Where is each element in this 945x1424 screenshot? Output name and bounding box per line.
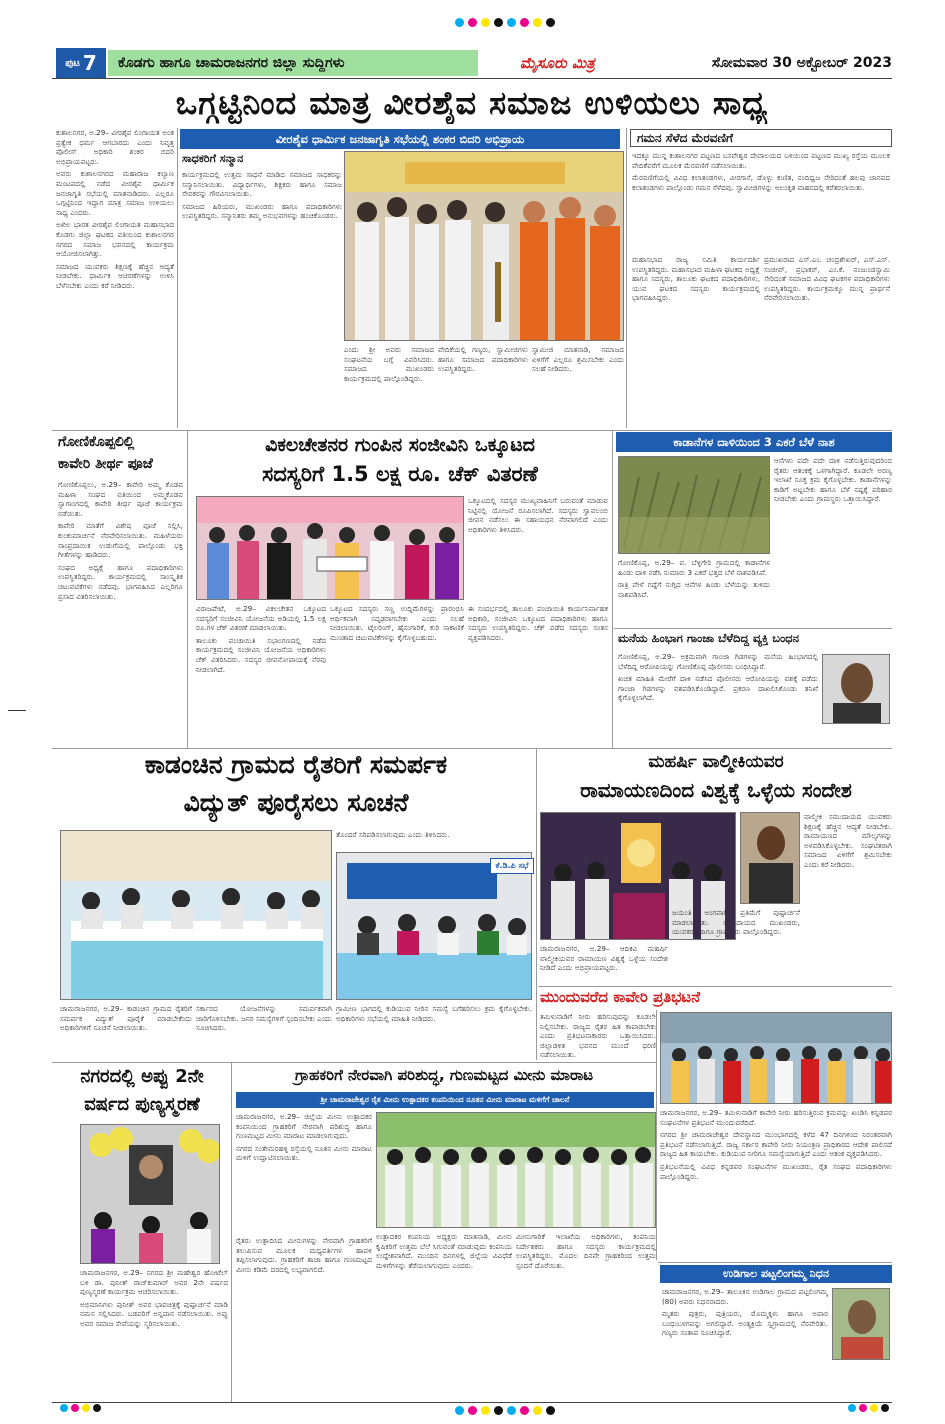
electricity-body-col2: ಸರ್ಕಾರದ ಯೋಜನೆಗಳನ್ನು ಸಮರ್ಪಕವಾಗಿ ಜಾರಿಗೊಳಿಸಬೇಕು. ಜನರ ಸಮಸ್ಯೆಗಳಿಗೆ ಸ್ಪಂದಿಸಬೇಕು ಎಂದು ಸೂಚಿಸಿದರು.: [196, 1004, 332, 1033]
fish-body-col1: ಚಾಮರಾಜನಗರ, ಅ.29– ಜಿಲ್ಲೆಯ ಮೀನು ಉತ್ಪಾದಕರ ಕಂಪನಿಯಿಂದ ಗ್ರಾಹಕರಿಗೆ ನೇರವಾಗಿ ಪರಿಶುದ್ಧ ಹಾಗೂ ಗುಣಮಟ್ಟದ ಮೀನು ಮಾರಾಟ ಮಾಡಲಾಗುವುದು. ನಗರದ ಸಂತೇಮರಹಳ್ಳಿ ರಸ್ತೆಯಲ್ಲಿ ನೂತನ ಮೀನು ಮಾರಾಟ ಮಳಿಗೆ ಉದ್ಘಾಟಿಸಲಾಯಿತು.: [236, 1112, 372, 1163]
kdp-banner: [490, 858, 534, 874]
disabled-body-col2: ಒಕ್ಕೂಟದ ಸದಸ್ಯರು ಸಣ್ಣ ಉದ್ದಿಮೆಗಳನ್ನು ಪ್ರಾರಂಭಿಸಿ ಆರ್ಥಿಕವಾಗಿ ಸದೃಢರಾಗಬೇಕು ಎಂದು ಸಲಹೆ ನೀಡಲಾಯಿತು. ಟೈಲರಿಂಗ್, ಹೈನುಗಾರಿಕೆ, ಕುರಿ ಸಾಕಾಣಿಕೆ ಮುಂತಾದ ಚಟುವಟಿಕೆಗಳನ್ನು ಕೈಗೊಳ್ಳಬಹುದು.: [330, 604, 464, 642]
lead-body-col3: ಎಂದು ಶ್ರೀ ಅವರು ಸಮಾಜದ ಸಂಘಟನೆಯ ಬಗ್ಗೆ ವಿವರಿಸಿದರು. ಸಮಾಜದ ಮುಖಂಡರು ಕಾರ್ಯಕ್ರಮದಲ್ಲಿ ಪಾಲ್ಗೊಂಡಿದ್ದರು.: [344, 345, 434, 383]
elephants-body-col2: ಆನೆಗಳು ಪದೇ ಪದೇ ದಾಳಿ ನಡೆಸುತ್ತಿರುವುದರಿಂದ ರೈತರು ಆತಂಕಕ್ಕೆ ಒಳಗಾಗಿದ್ದಾರೆ. ಕೂಡಲೇ ಅರಣ್ಯ ಇಲಾಖೆ ಸೂಕ್ತ ಕ್ರಮ ಕೈಗೊಳ್ಳಬೇಕು. ಕಾಡಾನೆಗಳನ್ನು ಕಾಡಿಗೆ ಅಟ್ಟಬೇಕು ಹಾಗೂ ಬೆಳೆ ನಷ್ಟಕ್ಕೆ ಪರಿಹಾರ ನೀಡಬೇಕು ಎಂದು ಗ್ರಾಮಸ್ಥರು ಒತ್ತಾಯಿಸಿದ್ದಾರೆ.: [774, 456, 892, 504]
page-tag: [56, 48, 106, 78]
appu-title2: ವರ್ಷದ ಪುಣ್ಯಸ್ಮರಣೆ: [84, 1094, 200, 1115]
appu-photo-image: [81, 1125, 220, 1264]
registration-marks-br: [848, 1404, 889, 1412]
disabled-photo-image: [197, 497, 464, 600]
trim-mark: [8, 710, 26, 711]
electricity-body-top: ತೊಂದರೆ ಸರಿಪಡಿಸಲಾಗುವುದು ಎಂದು ತಿಳಿಸಿದರು.: [336, 830, 450, 839]
fish-body-col4: ಮೀನುಗಾರಿಕೆ ಇಲಾಖೆಯ ಅಧಿಕಾರಿಗಳು, ಕಂಪನಿಯ ನಿರ್ದೇಶಕರು ಹಾಗೂ ಸದಸ್ಯರು ಕಾರ್ಯಕ್ರಮದಲ್ಲಿ ಉಪಸ್ಥಿತರಿದ್ದರು. ಮೊದಲ ದಿನವೇ ಗ್ರಾಹಕರಿಂದ ಉತ್ತಮ ಸ್ಪಂದನೆ ದೊರೆಯಿತು.: [516, 1232, 656, 1270]
appu-text: ಚಾಮರಾಜನಗರ, ಅ.29– ನಗರದ ಶ್ರೀ ಮಹೇಶ್ವರ ಹೋಟೆಲ್ ಬಳಿ ಡಾ. ಪುನೀತ್ ರಾಜ್‌ಕುಮಾರ್ ಅವರ 2ನೇ ವರ್ಷದ ಪುಣ್ಯಸ್ಮರಣೆ ಕಾರ್ಯಕ್ರಮ ಆಚರಿಸಲಾಯಿತು.: [80, 1268, 228, 1297]
ganja-accused-photo: [822, 654, 890, 724]
disabled-title2: ಸದಸ್ಯರಿಗೆ 1.5 ಲಕ್ಷ ರೂ. ಚೆಕ್ ವಿತರಣೆ: [262, 462, 538, 486]
fish-title: ಗ್ರಾಹಕರಿಗೆ ನೇರವಾಗಿ ಪರಿಶುದ್ಧ, ಗುಣಮಟ್ಟದ ಮೀನು ಮಾರಾಟ: [294, 1066, 594, 1084]
valmiki-body-col1: [540, 944, 668, 984]
valmiki-text: ಚಾಮರಾಜನಗರ, ಅ.29– ಆದಿಕವಿ ಮಹರ್ಷಿ ವಾಲ್ಮೀಕಿಯವರ ರಾಮಾಯಣ ವಿಶ್ವಕ್ಕೆ ಒಳ್ಳೆಯ ಸಂದೇಶ ನೀಡಿದೆ ಎಂದು ಅಭಿಪ್ರಾಯಪಟ್ಟರು.: [540, 944, 668, 973]
valmiki-title2: ರಾಮಾಯಣದಿಂದ ವಿಶ್ವಕ್ಕೆ ಒಳ್ಳೆಯ ಸಂದೇಶ: [580, 778, 852, 802]
electricity-title1: ಕಾಡಂಚಿನ ಗ್ರಾಮದ ರೈತರಿಗೆ ಸಮರ್ಪಕ: [144, 750, 448, 779]
electricity-body-col1: [60, 1004, 192, 1060]
cauvery-protest-title: ಮುಂದುವರೆದ ಕಾವೇರಿ ಪ್ರತಿಭಟನೆ: [540, 988, 701, 1006]
valmiki-body-col3: ವಾಲ್ಮೀಕಿ ಸಮುದಾಯದ ಯುವಕರು ಶಿಕ್ಷಣಕ್ಕೆ ಹೆಚ್ಚಿನ ಆದ್ಯತೆ ನೀಡಬೇಕು. ರಾಮಾಯಣದ ಮೌಲ್ಯಗಳನ್ನು ಅಳವಡಿಸಿಕೊಳ್ಳಬೇಕು. ಸಂಘಟಿತರಾಗಿ ಸಮಾಜದ ಏಳಿಗೆಗೆ ಶ್ರಮಿಸಬೇಕು ಎಂದು ಕರೆ ನೀಡಿದರು.: [804, 812, 892, 869]
electricity-photo: [60, 830, 332, 1000]
lead-photo: [344, 151, 624, 341]
cauvery-body-bottom: ಚಾಮರಾಜನಗರ, ಅ.29– ತಮಿಳುನಾಡಿಗೆ ಕಾವೇರಿ ನೀರು ಹರಿಸುತ್ತಿರುವ ಕ್ರಮವನ್ನು ಖಂಡಿಸಿ ಕನ್ನಡಪರ ಸಂಘಟನೆಗಳ ಪ್ರತಿಭಟನೆ ಮುಂದುವರೆದಿದೆ. ನಗರದ ಶ್ರೀ ಚಾಮರಾಜೇಶ್ವರ ದೇವಸ್ಥಾನದ ಮುಂಭಾಗದಲ್ಲಿ ಕಳೆದ 47 ದಿನಗಳಿಂದ ನಿರಂತರವಾಗಿ ಪ್ರತಿಭಟನೆ ನಡೆಸಲಾಗುತ್ತಿದೆ. ರಾಜ್ಯ ಸರ್ಕಾರ ಕಾವೇರಿ ನೀರು ನಿಯಂತ್ರಣ ಪ್ರಾಧಿಕಾರದ ಆದೇಶ ಪಾಲಿಸದೆ ರಾಜ್ಯದ ಹಿತ ಕಾಯಬೇಕು. ಕುಡಿಯುವ ನೀರಿಗೂ ಸಮಸ್ಯೆಯಾಗುತ್ತಿದೆ ಎಂದು ಆತಂಕ ವ್ಯಕ್ತಪಡಿಸಿದರು. ಪ್ರತಿಭಟನೆಯಲ್ಲಿ ವಿವಿಧ ಕನ್ನಡಪರ ಸಂಘಟನೆಗಳ ಮುಖಂಡರು, ರೈತ ಸಂಘದ ಪದಾಧಿಕಾರಿಗಳು ಪಾಲ್ಗೊಂಡಿದ್ದರು.: [660, 1108, 892, 1181]
obituary-title: ಉಡಿಗಾಲ ಪಟ್ಟಲಿಂಗಮ್ಮ ನಿಧನ: [660, 1265, 892, 1283]
disabled-photo: [196, 496, 464, 600]
speaker-portrait: [741, 813, 800, 904]
masthead: ಮೈಸೂರು ಮಿತ್ರ: [520, 54, 595, 72]
section-title: ಕೊಡಗು ಹಾಗೂ ಚಾಮರಾಜನಗರ ಜಿಲ್ಲಾ ಸುದ್ದಿಗಳು: [108, 50, 478, 76]
appu-photo: [80, 1124, 220, 1264]
valmiki-speaker-photo: [740, 812, 800, 904]
cauvery-protest-photo: [660, 1012, 892, 1104]
registration-marks-top: [455, 18, 555, 27]
lead-body-col5: ಸ್ವಾಮೀಜಿ ಮಾತನಾಡಿ, ಸಮಾಜದ ಏಳಿಗೆಗೆ ಎಲ್ಲರೂ ಶ್ರಮಿಸಬೇಕು ಎಂದು ಸಲಹೆ ನೀಡಿದರು.: [532, 345, 624, 374]
lead-photo-image: [345, 152, 624, 341]
cauvery-text: ಚಾಮರಾಜನಗರ, ಅ.29– ತಮಿಳುನಾಡಿಗೆ ಕಾವೇರಿ ನೀರು ಹರಿಸುತ್ತಿರುವ ಕ್ರಮವನ್ನು ಖಂಡಿಸಿ ಕನ್ನಡಪರ ಸಂಘಟನೆಗಳ ಪ್ರತಿಭಟನೆ ಮುಂದುವರೆದಿದೆ.: [660, 1108, 892, 1127]
electricity-body-col3: ಗ್ರಾಮೀಣ ಭಾಗದಲ್ಲಿ ಕುಡಿಯುವ ನೀರಿನ ಸಮಸ್ಯೆ ಬಗೆಹರಿಸಲು ಕ್ರಮ ಕೈಗೊಳ್ಳಬೇಕು. ಅಧಿಕಾರಿಗಳು ಸಭೆಯಲ್ಲಿ ಮಾಹಿತಿ ನೀಡಿದರು.: [336, 1004, 532, 1023]
fish-photo-image: [377, 1113, 656, 1228]
valmiki-body-col2: ಜಯಂತಿ ಅಂಗವಾಗಿ ಪ್ರತಿಮೆಗೆ ಪುಷ್ಪಾರ್ಚನೆ ಮಾಡಲಾಯಿತು. ಸಮುದಾಯದ ಮುಖಂಡರು, ಯುವಕರು ಹಾಗೂ ಗ್ರಾಮಸ್ಥರು ಪಾಲ್ಗೊಂಡಿದ್ದರು.: [672, 908, 800, 937]
valmiki-title1: ಮಹರ್ಷಿ ವಾಲ್ಮೀಕಿಯವರ: [648, 752, 784, 772]
lead-body-col4: ವೇದಿಕೆಯಲ್ಲಿ ಗಣ್ಯರು, ಸ್ವಾಮೀಜಿಗಳು ಹಾಗೂ ಸಮಾಜದ ಪದಾಧಿಕಾರಿಗಳು ಉಪಸ್ಥಿತರಿದ್ದರು.: [438, 345, 528, 374]
sidebar-title: ಸಾಧಕರಿಗೆ ಸನ್ಮಾನ: [182, 152, 244, 165]
lead-dateline: ಕುಶಾಲನಗರ, ಅ.29– ವೀರಶೈವ ಲಿಂಗಾಯತ ಅಂತ ಪ್ರತ್ಯೇಕ ಧರ್ಮ ಆಗಬಾರದು ಎಂದು ನಿವೃತ್ತ ಪೊಲೀಸ್ ಅಧಿಕಾರಿ ಶಂಕರ ಬಿದರಿ ಅಭಿಪ್ರಾಯಪಟ್ಟರು.: [56, 128, 174, 166]
publication-date: ಸೋಮವಾರ 30 ಅಕ್ಟೋಬರ್ 2023: [711, 55, 892, 71]
cauvery-protest-image: [661, 1013, 892, 1104]
elephants-title: ಕಾಡಾನೆಗಳ ದಾಳಿಯಿಂದ 3 ಎಕರೆ ಬೆಳೆ ನಾಶ: [616, 432, 892, 452]
gonikoppal-title1: ಗೋಣಿಕೊಪ್ಪಲಿಲ್ಲಿ: [58, 434, 135, 450]
fish-subtitle: ಶ್ರೀ ಚಾಮರಾಜೇಶ್ವರ ರೈತ ಮೀನು ಉತ್ಪಾದಕರ ಕಂಪನಿಯಿಂದ ನೂತನ ಮೀನು ಮಾರಾಟ ಮಳಿಗೆಗೆ ಚಾಲನೆ: [236, 1092, 654, 1108]
fish-body-col2: ರೈತರು ಉತ್ಪಾದಿಸಿದ ಮೀನುಗಳನ್ನು ನೇರವಾಗಿ ಗ್ರಾಹಕರಿಗೆ ತಲುಪಿಸುವ ಮೂಲಕ ಮಧ್ಯವರ್ತಿಗಳ ಹಾವಳಿ ತಪ್ಪಿಸಲಾಗುವುದು. ಗ್ರಾಹಕರಿಗೆ ತಾಜಾ ಹಾಗೂ ಗುಣಮಟ್ಟದ ಮೀನು ಕಡಿಮೆ ದರದಲ್ಲಿ ಲಭ್ಯವಾಗಲಿದೆ.: [236, 1236, 372, 1274]
lead-headline: ಒಗ್ಗಟ್ಟಿನಿಂದ ಮಾತ್ರ ವೀರಶೈವ ಸಮಾಜ ಉಳಿಯಲು ಸಾಧ್ಯ: [175, 84, 769, 122]
disabled-text: ವಿರಾಜಪೇಟೆ, ಅ.29– ವಿಕಲಚೇತನ ಒಕ್ಕೂಟದ ಸದಸ್ಯರಿಗೆ ಸಂಜೀವಿನಿ ಯೋಜನೆಯ ಅಡಿಯಲ್ಲಿ 1.5 ಲಕ್ಷ ರೂ.ಗಳ ಚೆಕ್ ವಿತರಣೆ ಮಾಡಲಾಯಿತು.: [196, 604, 326, 633]
lead-body-col1: ಕುಶಾಲನಗರ, ಅ.29– ವೀರಶೈವ ಲಿಂಗಾಯತ ಅಂತ ಪ್ರತ್ಯೇಕ ಧರ್ಮ ಆಗಬಾರದು ಎಂದು ನಿವೃತ್ತ ಪೊಲೀಸ್ ಅಧಿಕಾರಿ ಶಂಕರ ಬಿದರಿ ಅಭಿಪ್ರಾಯಪಟ್ಟರು. ಅವರು ಕುಶಾಲನಗರದ ಮಹಾರಾಜ ಕಲ್ಯಾಣ ಮಂಟಪದಲ್ಲಿ ನಡೆದ ವೀರಶೈವ ಧಾರ್ಮಿಕ ಜನಜಾಗೃತಿ ಸಭೆಯಲ್ಲಿ ಮಾತನಾಡಿದರು. ಎಲ್ಲರೂ ಒಗ್ಗಟ್ಟಿನಿಂದ ಇದ್ದಾಗ ಮಾತ್ರ ಸಮಾಜ ಉಳಿಯಲು ಸಾಧ್ಯ ಎಂದರು. ಅಖಿಲ ಭಾರತ ವೀರಶೈವ ಲಿಂಗಾಯತ ಮಹಾಸಭಾದ ಕೊಡಗು ಜಿಲ್ಲಾ ಘಟಕದ ವತಿಯಿಂದ ಕುಶಾಲನಗರ ನಗರದ ಸಮಾಜ ಭವನದಲ್ಲಿ ಕಾರ್ಯಕ್ರಮ ಆಯೋಜಿಸಲಾಗಿತ್ತು. ಸಮಾಜದ ಯುವಕರು ಶಿಕ್ಷಣಕ್ಕೆ ಹೆಚ್ಚಿನ ಆದ್ಯತೆ ನೀಡಬೇಕು. ಧಾರ್ಮಿಕ ಆಚರಣೆಗಳನ್ನು ಉಳಿಸಿ ಬೆಳೆಸಬೇಕು ಎಂದು ಕರೆ ನೀಡಿದರು.: [56, 128, 174, 290]
electricity-photo-image: [61, 831, 332, 1000]
obituary-text: ಚಾಮರಾಜನಗರ, ಅ.29– ತಾಲೂಕಿನ ಉಡಿಗಾಲ ಗ್ರಾಮದ ಪಟ್ಟಲಿಂಗಮ್ಮ (80) ಅವರು ನಿಧನರಾದರು.: [662, 1287, 828, 1306]
cauvery-body-left: ತಮಿಳುನಾಡಿಗೆ ನೀರು ಹರಿಸುವುದನ್ನು ಕೂಡಲೇ ನಿಲ್ಲಿಸಬೇಕು. ರಾಜ್ಯದ ರೈತರ ಹಿತ ಕಾಪಾಡಬೇಕು ಎಂದು ಪ್ರತಿಭಟನಾಕಾರರು ಒತ್ತಾಯಿಸಿದರು. ಜಿಲ್ಲಾಡಳಿತ ಭವನದ ಮುಂದೆ ಧರಣಿ ನಡೆಸಲಾಯಿತು.: [540, 1012, 656, 1060]
lead-subheadline: ವೀರಶೈವ ಧಾರ್ಮಿಕ ಜನಜಾಗೃತಿ ಸಭೆಯಲ್ಲಿ ಶಂಕರ ಬಿದರಿ ಅಭಿಪ್ರಾಯ: [180, 129, 620, 149]
disabled-body-col3: ಒಕ್ಕೂಟದಲ್ಲಿ ಸದಸ್ಯರ ಮುಖ್ಯವಾಹಿನಿಗೆ ಬರುವಂತೆ ಮಾಡುವ ನಿಟ್ಟಿನಲ್ಲಿ ಯೋಜನೆ ರೂಪಿಸಲಾಗಿದೆ. ಸದಸ್ಯರು ಸ್ವಾವಲಂಬಿ ಜೀವನ ನಡೆಸಲು ಈ ಸಹಾಯಧನ ನೆರವಾಗಲಿದೆ ಎಂದು ಅಧಿಕಾರಿಗಳು ತಿಳಿಸಿದರು.: [468, 496, 608, 534]
disabled-body-col1: ವಿರಾಜಪೇಟೆ, ಅ.29– ವಿಕಲಚೇತನ ಒಕ್ಕೂಟದ ಸದಸ್ಯರಿಗೆ ಸಂಜೀವಿನಿ ಯೋಜನೆಯ ಅಡಿಯಲ್ಲಿ 1.5 ಲಕ್ಷ ರೂ.ಗಳ ಚೆಕ್ ವಿತರಣೆ ಮಾಡಲಾಯಿತು. ತಾಲೂಕು ಪಂಚಾಯಿತಿ ಸಭಾಂಗಣದಲ್ಲಿ ನಡೆದ ಕಾರ್ಯಕ್ರಮದಲ್ಲಿ ಸಂಜೀವಿನಿ ಯೋಜನೆಯ ಅಧಿಕಾರಿಗಳು ಚೆಕ್ ವಿತರಿಸಿದರು. ಸದಸ್ಯರ ಜೀವನೋಪಾಯಕ್ಕೆ ನೆರವು ನೀಡಲಾಗಿದೆ.: [196, 604, 326, 674]
appu-title1: ನಗರದಲ್ಲಿ ಅಪ್ಪು 2ನೇ: [80, 1066, 204, 1087]
obituary-photo: [832, 1288, 890, 1360]
disabled-body-col4: ಈ ಸಂದರ್ಭದಲ್ಲಿ ತಾಲೂಕು ಪಂಚಾಯಿತಿ ಕಾರ್ಯನಿರ್ವಾಹಕ ಅಧಿಕಾರಿ, ಸಂಜೀವಿನಿ ಒಕ್ಕೂಟದ ಪದಾಧಿಕಾರಿಗಳು ಹಾಗೂ ಸದಸ್ಯರು ಉಪಸ್ಥಿತರಿದ್ದರು. ಚೆಕ್ ಪಡೆದ ಸದಸ್ಯರು ಸಂತಸ ವ್ಯಕ್ತಪಡಿಸಿದರು.: [468, 604, 608, 642]
disabled-title1: ವಿಕಲಚೇತನರ ಗುಂಪಿನ ಸಂಜೀವಿನಿ ಒಕ್ಕೂಟದ: [265, 434, 535, 456]
electricity-text: ಚಾಮರಾಜನಗರ, ಅ.29– ಕಾಡಂಚಿನ ಗ್ರಾಮದ ರೈತರಿಗೆ ಸಮರ್ಪಕ ವಿದ್ಯುತ್ ಪೂರೈಕೆ ಮಾಡಬೇಕೆಂದು ಅಧಿಕಾರಿಗಳಿಗೆ ಸೂಚನೆ ನೀಡಲಾಯಿತು.: [60, 1004, 192, 1033]
page-number: 7: [82, 51, 97, 75]
fish-photo: [376, 1112, 656, 1228]
procession-body: ಇದಕ್ಕೂ ಮುನ್ನ ಕುಶಾಲನಗರ ಪಟ್ಟಣದ ಬಸವೇಶ್ವರ ದೇವಾಲಯದ ಬಳಿಯಿಂದ ಪಟ್ಟಣದ ಮುಖ್ಯ ರಸ್ತೆಯ ಮೂಲಕ ವೇದಿಕೆವರೆಗೆ ಮೂಲಕ ಮೆರವಣಿಗೆ ನಡೆಸಲಾಯಿತು. ಮೆರವಣಿಗೆಯಲ್ಲಿ ವಿವಿಧ ಕಲಾತಂಡಗಳು, ವೀರಗಾಸೆ, ಡೊಳ್ಳು ಕುಣಿತ, ನಂದಿಧ್ವಜ ಸೇರಿದಂತೆ ಹಲವು ಜಾನಪದ ಕಲಾತಂಡಗಳು ಪಾಲ್ಗೊಂಡು ಗಮನ ಸೆಳೆದವು. ಸ್ವಾಮೀಜಿಗಳನ್ನು ಅಲಂಕೃತ ವಾಹನದಲ್ಲಿ ಕರೆತರಲಾಯಿತು.: [632, 151, 890, 192]
accused-portrait: [823, 655, 890, 724]
registration-marks-bottom: [455, 1406, 555, 1415]
sidebar-body: ಕಾರ್ಯಕ್ರಮದಲ್ಲಿ ಉತ್ತಮ ಸಾಧನೆ ಮಾಡಿದ ಸಮಾಜದ ಸಾಧಕರನ್ನು ಸನ್ಮಾನಿಸಲಾಯಿತು. ವಿದ್ಯಾರ್ಥಿಗಳು, ಶಿಕ್ಷಕರು ಹಾಗೂ ಸಮಾಜ ಸೇವಕರನ್ನು ಗೌರವಿಸಲಾಯಿತು. ಸಮಾಜದ ಹಿರಿಯರು, ಮುಖಂಡರು ಹಾಗೂ ಪದಾಧಿಕಾರಿಗಳು ಉಪಸ್ಥಿತರಿದ್ದರು. ಸನ್ಮಾನಿತರು ತಮ್ಮ ಅನುಭವಗಳನ್ನು ಹಂಚಿಕೊಂಡರು.: [182, 170, 342, 221]
lead-body-col7: ಪ್ರಮುಖರಾದ ಎಸ್.ಎಂ. ಚಂದ್ರಶೇಖರ್, ಎಸ್.ಎಸ್. ಸಂಜೀವ್, ಪ್ರಭಾಕರ್, ಎಂ.ಕೆ. ನಂಜುಂಡಸ್ವಾಮಿ ಸೇರಿದಂತೆ ಸಮಾಜದ ವಿವಿಧ ಘಟಕಗಳ ಪದಾಧಿಕಾರಿಗಳು ಉಪಸ್ಥಿತರಿದ್ದರು. ಕಾರ್ಯಕ್ರಮಕ್ಕೂ ಮುನ್ನ ಪ್ರಾರ್ಥನೆ ನೆರವೇರಿಸಲಾಯಿತು.: [764, 255, 890, 303]
elephants-photo-image: [619, 457, 770, 554]
procession-title: ಗಮನ ಸೆಳೆದ ಮೆರವಣಿಗೆ: [630, 129, 892, 147]
elephants-text: ಗೋಣಿಕೊಪ್ಪ, ಅ.29– ಪ. ಬೆಳ್ಳಿಗೇರಿ ಗ್ರಾಮದಲ್ಲಿ ಕಾಡಾನೆಗಳ ಹಿಂಡು ದಾಳಿ ನಡೆಸಿ ಸುಮಾರು 3 ಎಕರೆ ಭತ್ತದ ಬೆಳೆ ನಾಶಪಡಿಸಿವೆ.: [618, 558, 770, 577]
procession-text: ಇದಕ್ಕೂ ಮುನ್ನ ಕುಶಾಲನಗರ ಪಟ್ಟಣದ ಬಸವೇಶ್ವರ ದೇವಾಲಯದ ಬಳಿಯಿಂದ ಪಟ್ಟಣದ ಮುಖ್ಯ ರಸ್ತೆಯ ಮೂಲಕ ವೇದಿಕೆವರೆಗೆ ಮೂಲಕ ಮೆರವಣಿಗೆ ನಡೆಸಲಾಯಿತು.: [632, 151, 890, 170]
ganja-title: ಮನೆಯ ಹಿಂಭಾಗ ಗಾಂಜಾ ಬೆಳೆದಿದ್ದ ವ್ಯಕ್ತಿ ಬಂಧನ: [618, 631, 800, 645]
elephants-photo: [618, 456, 770, 554]
lead-body-col6: ಮಹಾಸಭಾದ ರಾಜ್ಯ ಸಮಿತಿ ಕಾರ್ಯದರ್ಶಿ ಉಪಸ್ಥಿತರಿದ್ದರು. ಮಹಾಸಭಾದ ಮಹಿಳಾ ಘಟಕದ ಅಧ್ಯಕ್ಷೆ ಹಾಗೂ ಸದಸ್ಯರು, ತಾಲೂಕು ಘಟಕದ ಪದಾಧಿಕಾರಿಗಳು, ಯುವ ಘಟಕದ ಸದಸ್ಯರು ಕಾರ್ಯಕ್ರಮದಲ್ಲಿ ಭಾಗವಹಿಸಿದ್ದರು.: [632, 255, 760, 303]
obituary-portrait: [833, 1289, 890, 1360]
registration-marks-bl: [60, 1404, 101, 1412]
electricity-title2: ವಿದ್ಯುತ್ ಪೂರೈಸಲು ಸೂಚನೆ: [183, 788, 409, 817]
appu-body: ಚಾಮರಾಜನಗರ, ಅ.29– ನಗರದ ಶ್ರೀ ಮಹೇಶ್ವರ ಹೋಟೆಲ್ ಬಳಿ ಡಾ. ಪುನೀತ್ ರಾಜ್‌ಕುಮಾರ್ ಅವರ 2ನೇ ವರ್ಷದ ಪುಣ್ಯಸ್ಮರಣೆ ಕಾರ್ಯಕ್ರಮ ಆಚರಿಸಲಾಯಿತು. ಅಭಿಮಾನಿಗಳು ಪುನೀತ್ ಅವರ ಭಾವಚಿತ್ರಕ್ಕೆ ಪುಷ್ಪಾರ್ಚನೆ ಮಾಡಿ ನಮನ ಸಲ್ಲಿಸಿದರು. ಬಡವರಿಗೆ ಅನ್ನದಾನ ನಡೆಸಲಾಯಿತು. ಅಪ್ಪು ಅವರ ಸಮಾಜ ಸೇವೆಯನ್ನು ಸ್ಮರಿಸಲಾಯಿತು.: [80, 1268, 228, 1328]
electricity-meeting-photo: [336, 852, 532, 1000]
gonikoppal-title2: ಕಾವೇರಿ ತೀರ್ಥ ಪೂಜೆ: [58, 456, 153, 472]
kdp-banner-text: ಕೆ.ಡಿ.ಪಿ ಸಭೆ: [495, 861, 529, 870]
obituary-body: ಚಾಮರಾಜನಗರ, ಅ.29– ತಾಲೂಕಿನ ಉಡಿಗಾಲ ಗ್ರಾಮದ ಪಟ್ಟಲಿಂಗಮ್ಮ (80) ಅವರು ನಿಧನರಾದರು. ಮೃತರು ಪುತ್ರರು, ಪುತ್ರಿಯರು, ಮೊಮ್ಮಕ್ಕಳು ಹಾಗೂ ಅಪಾರ ಬಂಧುಬಳಗವನ್ನು ಅಗಲಿದ್ದಾರೆ. ಅಂತ್ಯಕ್ರಿಯೆ ಸ್ವಗ್ರಾಮದಲ್ಲಿ ನೆರವೇರಿತು. ಗಣ್ಯರು ಸಂತಾಪ ಸೂಚಿಸಿದ್ದಾರೆ.: [662, 1287, 828, 1338]
gonikoppal-text: ಗೋಣಿಕೊಪ್ಪಲು, ಅ.29– ಕಾವೇರಿ ಅಮ್ಮ ಕೊಡವ ಮಹಿಳಾ ಸಂಘದ ವತಿಯಿಂದ ಅಮ್ಮಕೊಡವ ಸ್ವಾಗಾಂಗದಲ್ಲಿ ಕಾವೇರಿ ತೀರ್ಥ ಪೂಜೆ ಕಾರ್ಯಕ್ರಮ ನಡೆಯಿತು.: [58, 480, 183, 518]
fish-text: ಚಾಮರಾಜನಗರ, ಅ.29– ಜಿಲ್ಲೆಯ ಮೀನು ಉತ್ಪಾದಕರ ಕಂಪನಿಯಿಂದ ಗ್ರಾಹಕರಿಗೆ ನೇರವಾಗಿ ಪರಿಶುದ್ಧ ಹಾಗೂ ಗುಣಮಟ್ಟದ ಮೀನು ಮಾರಾಟ ಮಾಡಲಾಗುವುದು.: [236, 1112, 372, 1141]
ganja-body: ಗೋಣಿಕೊಪ್ಪ, ಅ.29– ಅಕ್ರಮವಾಗಿ ಗಾಂಜಾ ಗಿಡಗಳನ್ನು ಮನೆಯ ಹಿಂಭಾಗದಲ್ಲಿ ಬೆಳೆದಿದ್ದ ಆರೋಪಿಯನ್ನು ಗೋಣಿಕೊಪ್ಪ ಪೊಲೀಸರು ಬಂಧಿಸಿದ್ದಾರೆ. ಖಚಿತ ಮಾಹಿತಿ ಮೇರೆಗೆ ದಾಳಿ ನಡೆಸಿದ ಪೊಲೀಸರು ಆರೋಪಿಯನ್ನು ವಶಕ್ಕೆ ಪಡೆದು ಗಾಂಜಾ ಗಿಡಗಳನ್ನು ವಶಪಡಿಸಿಕೊಂಡಿದ್ದಾರೆ. ಪ್ರಕರಣ ದಾಖಲಿಸಿಕೊಂಡು ತನಿಖೆ ಕೈಗೊಳ್ಳಲಾಗಿದೆ.: [618, 652, 818, 703]
kdp-meeting-image: [337, 853, 532, 1000]
page-label: ಪುಟ: [65, 57, 80, 69]
ganja-text: ಗೋಣಿಕೊಪ್ಪ, ಅ.29– ಅಕ್ರಮವಾಗಿ ಗಾಂಜಾ ಗಿಡಗಳನ್ನು ಮನೆಯ ಹಿಂಭಾಗದಲ್ಲಿ ಬೆಳೆದಿದ್ದ ಆರೋಪಿಯನ್ನು ಗೋಣಿಕೊಪ್ಪ ಪೊಲೀಸರು ಬಂಧಿಸಿದ್ದಾರೆ.: [618, 652, 818, 671]
elephants-body-col1: ಗೋಣಿಕೊಪ್ಪ, ಅ.29– ಪ. ಬೆಳ್ಳಿಗೇರಿ ಗ್ರಾಮದಲ್ಲಿ ಕಾಡಾನೆಗಳ ಹಿಂಡು ದಾಳಿ ನಡೆಸಿ ಸುಮಾರು 3 ಎಕರೆ ಭತ್ತದ ಬೆಳೆ ನಾಶಪಡಿಸಿವೆ. ರಾತ್ರಿ ವೇಳೆ ಗದ್ದೆಗೆ ನುಗ್ಗಿದ ಆನೆಗಳ ಹಿಂಡು ಬೆಳೆಯನ್ನು ತುಳಿದು ನಾಶಪಡಿಸಿವೆ.: [618, 558, 770, 599]
gonikoppal-body: ಗೋಣಿಕೊಪ್ಪಲು, ಅ.29– ಕಾವೇರಿ ಅಮ್ಮ ಕೊಡವ ಮಹಿಳಾ ಸಂಘದ ವತಿಯಿಂದ ಅಮ್ಮಕೊಡವ ಸ್ವಾಗಾಂಗದಲ್ಲಿ ಕಾವೇರಿ ತೀರ್ಥ ಪೂಜೆ ಕಾರ್ಯಕ್ರಮ ನಡೆಯಿತು. ಕಾವೇರಿ ಮಾತೆಗೆ ವಿಶೇಷ ಪೂಜೆ ಸಲ್ಲಿಸಿ, ಕುಂಕುಮಾರ್ಚನೆ ನೆರವೇರಿಸಲಾಯಿತು. ಮಹಿಳೆಯರು ಸಾಂಪ್ರದಾಯಿಕ ಉಡುಗೆಯಲ್ಲಿ ಪಾಲ್ಗೊಂಡು ಭಕ್ತಿ ಗೀತೆಗಳನ್ನು ಹಾಡಿದರು. ಸಂಘದ ಅಧ್ಯಕ್ಷೆ ಹಾಗೂ ಪದಾಧಿಕಾರಿಗಳು ಉಪಸ್ಥಿತರಿದ್ದರು. ಕಾರ್ಯಕ್ರಮದಲ್ಲಿ ಸಾಂಸ್ಕೃತಿಕ ಚಟುವಟಿಕೆಗಳು ನಡೆದವು. ಭಾಗವಹಿಸಿದ ಎಲ್ಲರಿಗೂ ಪ್ರಸಾದ ವಿತರಿಸಲಾಯಿತು.: [58, 480, 183, 601]
fish-body-col3: ಉತ್ಪಾದಕರ ಕಂಪನಿಯ ಅಧ್ಯಕ್ಷರು ಮಾತನಾಡಿ, ಮೀನು ಕೃಷಿಕರಿಗೆ ಉತ್ತಮ ಬೆಲೆ ಸಿಗುವಂತೆ ಮಾಡುವುದು ಕಂಪನಿಯ ಉದ್ದೇಶವಾಗಿದೆ. ಮುಂದಿನ ದಿನಗಳಲ್ಲಿ ಜಿಲ್ಲೆಯ ವಿವಿಧೆಡೆ ಮಳಿಗೆಗಳನ್ನು ತೆರೆಯಲಾಗುವುದು ಎಂದರು.: [376, 1232, 512, 1270]
